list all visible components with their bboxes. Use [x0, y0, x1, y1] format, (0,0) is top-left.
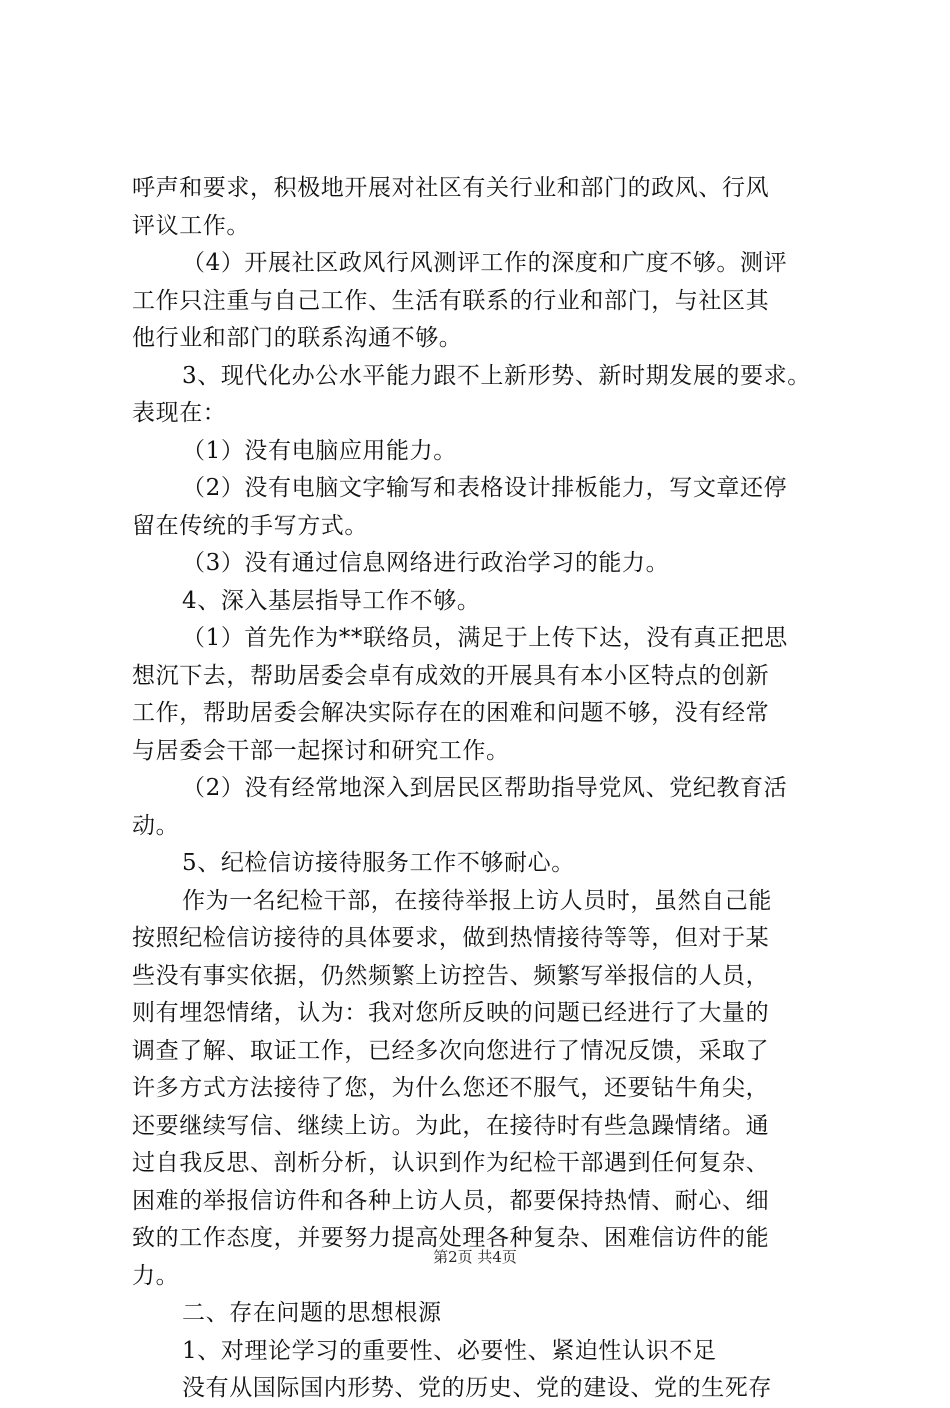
- text-line: （1）没有电脑应用能力。: [182, 437, 457, 464]
- text-line: 没有从国际国内形势、党的历史、党的建设、党的生死存: [182, 1375, 772, 1401]
- text-line: 二、存在问题的思想根源: [182, 1300, 442, 1326]
- text-line: （4）开展社区政风行风测评工作的深度和广度不够。测评: [182, 250, 788, 276]
- text-line: 呼声和要求，积极地开展对社区有关行业和部门的政风、行风: [132, 175, 770, 201]
- text-line: 些没有事实依据，仍然频繁上访控告、频繁写举报信的人员，: [132, 962, 770, 989]
- text-line: 评议工作。: [132, 212, 250, 239]
- text-line: 他行业和部门的联系沟通不够。: [132, 325, 463, 351]
- text-line: 4、深入基层指导工作不够。: [182, 587, 481, 614]
- text-line: 力。: [132, 1262, 180, 1289]
- text-line: 动。: [132, 812, 180, 839]
- text-line: 1、对理论学习的重要性、必要性、紧迫性认识不足: [182, 1337, 717, 1364]
- text-line: （1）首先作为**联络员，满足于上传下达，没有真正把思: [182, 625, 788, 651]
- text-line: 许多方式方法接待了您，为什么您还不服气，还要钻牛角尖，: [132, 1075, 770, 1101]
- text-line: 工作只注重与自己工作、生活有联系的行业和部门，与社区其: [132, 287, 770, 314]
- text-line: 还要继续写信、继续上访。为此，在接待时有些急躁情绪。通: [132, 1112, 770, 1139]
- text-line: 与居委会干部一起探讨和研究工作。: [132, 737, 510, 764]
- text-line: 致的工作态度，并要努力提高处理各种复杂、困难信访件的能: [132, 1225, 770, 1251]
- text-line: 留在传统的手写方式。: [132, 512, 368, 539]
- text-line: 困难的举报信访件和各种上访人员，都要保持热情、耐心、细: [132, 1187, 770, 1214]
- text-line: 5、纪检信访接待服务工作不够耐心。: [182, 850, 575, 876]
- text-line: （3）没有通过信息网络进行政治学习的能力。: [182, 550, 670, 576]
- text-line: 则有埋怨情绪，认为：我对您所反映的问题已经进行了大量的: [132, 1000, 770, 1026]
- page-footer: 第2页 共4页: [433, 1248, 517, 1266]
- text-line: （2）没有经常地深入到居民区帮助指导党风、党纪教育活: [182, 775, 788, 801]
- text-line: （2）没有电脑文字输写和表格设计排板能力，写文章还停: [182, 475, 788, 501]
- text-line: 想沉下去，帮助居委会卓有成效的开展具有本小区特点的创新: [132, 662, 770, 689]
- text-line: 3、现代化办公水平能力跟不上新形势、新时期发展的要求。: [182, 362, 811, 389]
- text-line: 工作，帮助居委会解决实际存在的困难和问题不够，没有经常: [132, 700, 770, 726]
- text-line: 作为一名纪检干部，在接待举报上访人员时，虽然自己能: [182, 887, 772, 914]
- document-body: [132, 170, 852, 1408]
- text-line: 按照纪检信访接待的具体要求，做到热情接待等等，但对于某: [132, 925, 770, 951]
- text-line: 过自我反思、剖析分析，认识到作为纪检干部遇到任何复杂、: [132, 1150, 770, 1176]
- text-line: 表现在：: [132, 400, 227, 426]
- text-line: 调查了解、取证工作，已经多次向您进行了情况反馈，采取了: [132, 1037, 770, 1064]
